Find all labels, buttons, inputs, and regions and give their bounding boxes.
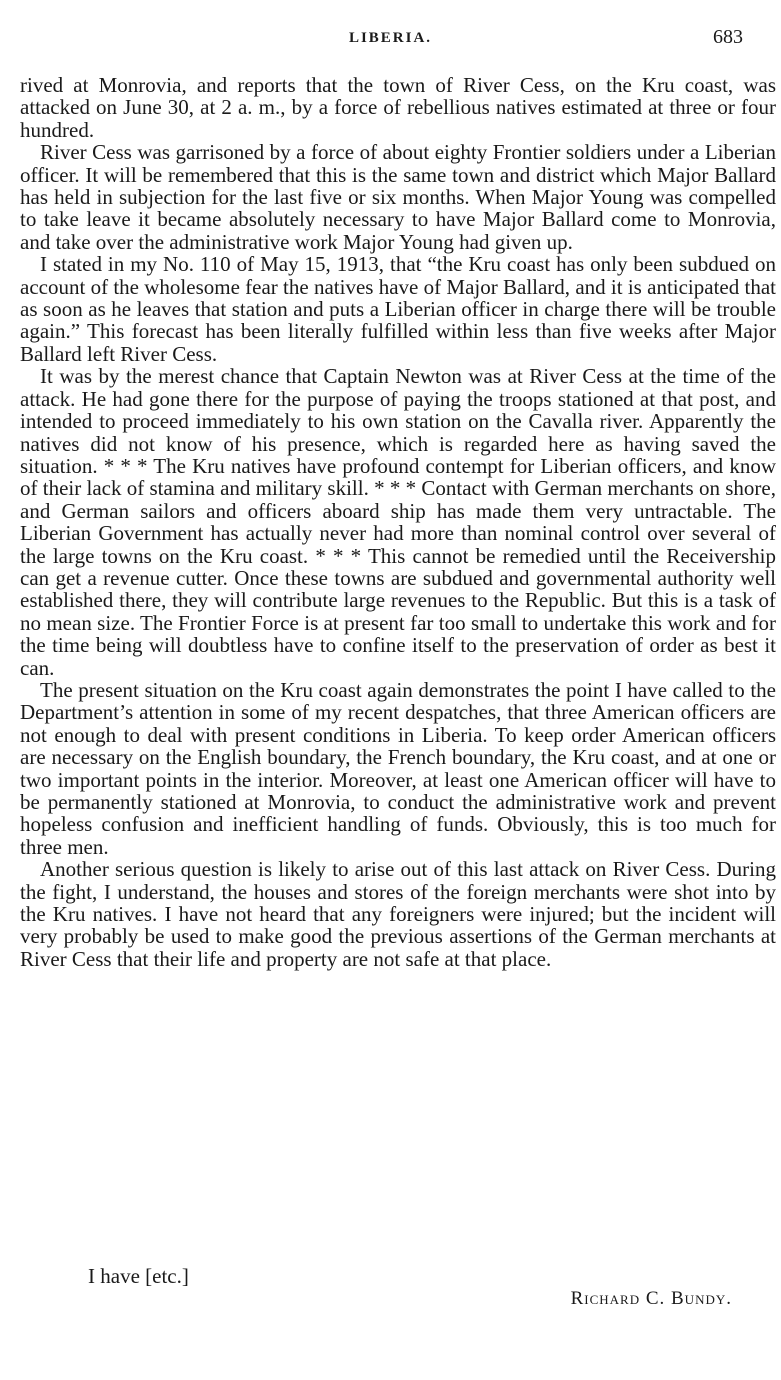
paragraph-garrison: River Cess was garrisoned by a force of about eighty Frontier soldiers under a Liberian officer. It will be remembered that this is the same town and district which Major Ballard has held in subjection for the last five or six months. When Major Young was compelled to take leave it became absolutely necessary to have Major Ballard come to Monrovia, and take over the administrative work Major Young had given up. (20, 140, 776, 254)
paragraph-forecast: I stated in my No. 110 of May 15, 1913, that “the Kru coast has only been subdued on account of the wholesome fear the natives have of Major Ballard, and it is anticipated that as soon as he leaves that station and puts a Liberian officer in charge there will be trouble again.” This forecast has been literally fulfilled within less than five weeks after Major Ballard left River Cess. (20, 252, 776, 366)
body-text (20, 74, 776, 970)
paragraph-situation: The present situation on the Kru coast again demonstrates the point I have called to the Department’s attention in some of my recent despatches, that three American officers are not enough to deal with present conditions in Liberia. To keep order American officers are necessary on the English boundary, the French boundary, the Kru coast, and at one or two important points in the interior. Moreover, at least one American officer will have to be permanently stationed at Monrovia, to conduct the administrative work and prevent hopeless confusion and inefficient handling of funds. Obviously, this is too much for three men. (20, 677, 776, 859)
running-head (0, 26, 781, 50)
paragraph-attack: It was by the merest chance that Captain Newton was at River Cess at the time of the attack. He had gone there for the purpose of paying the troops stationed at that post, and intended to proceed immediately to his own station on the Cavalla river. Apparently the natives did not know of his presence, which is regarded here as having saved the situation. * * * The Kru natives have profound contempt for Liberian officers, and know of their lack of stamina and military skill. * * * Contact with German merchants on shore, and German sailors and officers aboard ship has made them very untractable. The Liberian Government has actually never had more than nominal control over several of the large towns on the Kru coast. * * * This cannot be remedied until the Receivership can get a revenue cutter. Once these towns are subdued and governmental authority well established there, they will contribute large revenues to the Republic. But this is a task of no mean size. The Frontier Force is at present far too small to undertake this work and for the time being will doubtless have to confine itself to the preservation of order as best it can. (20, 364, 776, 680)
paragraph-question: Another serious question is likely to arise out of this last attack on River Cess. During the fight, I understand, the houses and stores of the foreign merchants were shot into by the Kru natives. I have not heard that any foreigners were injured; but the incident will very probably be used to make good the previous assertions of the German merchants at River Cess that their life and property are not safe at that place. (20, 857, 776, 971)
closing-line: I have [etc.] (88, 1264, 189, 1288)
signature: Richard C. Bundy. (570, 1288, 732, 1309)
page-number: 683 (713, 26, 743, 48)
paragraph-continuation: rived at Monrovia, and reports that the town of River Cess, on the Kru coast, was attacked on June 30, at 2 a. m., by a force of rebellious natives estimated at three or four hundred. (20, 73, 776, 142)
running-title: LIBERIA. (348, 30, 433, 46)
